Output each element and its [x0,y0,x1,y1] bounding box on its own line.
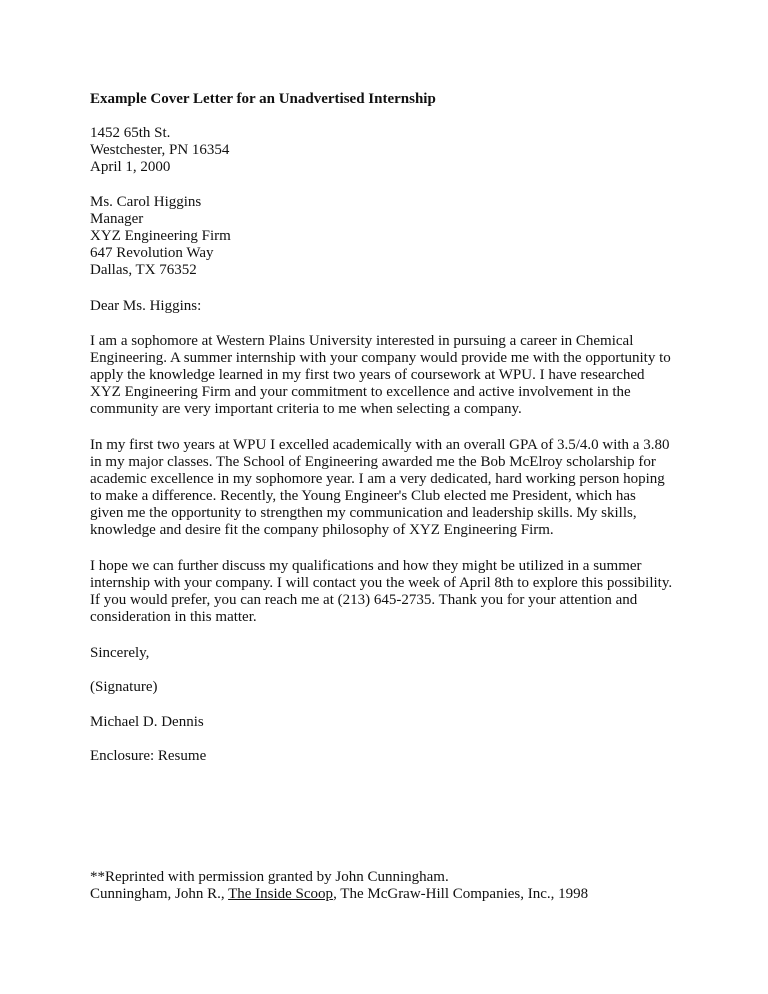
sender-street: 1452 65th St. [90,125,171,141]
enclosure-note: Enclosure: Resume [90,748,207,764]
paragraph-line: I hope we can further discuss my qualifications and how they might be utilized in a summer [90,558,642,574]
signer-name: Michael D. Dennis [90,714,204,730]
citation-author: Cunningham, John R., [90,886,229,902]
recipient-city-state-zip: Dallas, TX 76352 [90,262,197,278]
paragraph-line: given me the opportunity to strengthen my communication and leadership skills. My skills, [90,505,637,521]
footer-citation [90,869,690,903]
paragraph-line: If you would prefer, you can reach me at (213) 645-2735. Thank you for your attention and [90,592,638,608]
permission-note: **Reprinted with permission granted by John Cunningham. [90,869,449,885]
paragraph-line: apply the knowledge learned in my first two years of coursework at WPU. I have researched [90,367,645,383]
citation-publisher: , The McGraw-Hill Companies, Inc., 1998 [333,886,589,902]
paragraph-line: academic excellence in my sophomore year. I am a very dedicated, hard working person hoping [90,471,665,487]
sender-address [90,125,690,176]
citation-line [90,886,690,903]
paragraph-line: internship with your company. I will contact you the week of April 8th to explore this possibility. [90,575,673,591]
citation-book-title: The Inside Scoop [228,886,334,902]
sender-city-state-zip: Westchester, PN 16354 [90,142,230,158]
salutation: Dear Ms. Higgins: [90,298,202,314]
closing: Sincerely, [90,645,150,661]
paragraph-line: XYZ Engineering Firm and your commitment to excellence and active involvement in the [90,384,631,400]
paragraph-line: knowledge and desire fit the company philosophy of XYZ Engineering Firm. [90,522,554,538]
signature-placeholder: (Signature) [90,679,158,695]
recipient-address [90,194,690,279]
paragraph-line: to make a difference. Recently, the Young Engineer's Club elected me President, which has [90,488,636,504]
recipient-name: Ms. Carol Higgins [90,194,202,210]
letter-title: Example Cover Letter for an Unadvertised Internship [90,91,436,107]
recipient-position: Manager [90,211,144,227]
letter-date: April 1, 2000 [90,159,171,175]
paragraph-line: in my major classes. The School of Engineering awarded me the Bob McElroy scholarship for [90,454,656,470]
body-paragraph-3 [90,558,690,626]
recipient-street: 647 Revolution Way [90,245,214,261]
paragraph-line: In my first two years at WPU I excelled academically with an overall GPA of 3.5/4.0 with a 3.80 [90,437,670,453]
body-paragraph-2 [90,437,690,539]
paragraph-line: community are very important criteria to me when selecting a company. [90,401,522,417]
paragraph-line: consideration in this matter. [90,609,257,625]
body-paragraph-1 [90,333,690,418]
paragraph-line: Engineering. A summer internship with your company would provide me with the opportunity to [90,350,671,366]
recipient-company: XYZ Engineering Firm [90,228,231,244]
paragraph-line: I am a sophomore at Western Plains University interested in pursuing a career in Chemical [90,333,634,349]
